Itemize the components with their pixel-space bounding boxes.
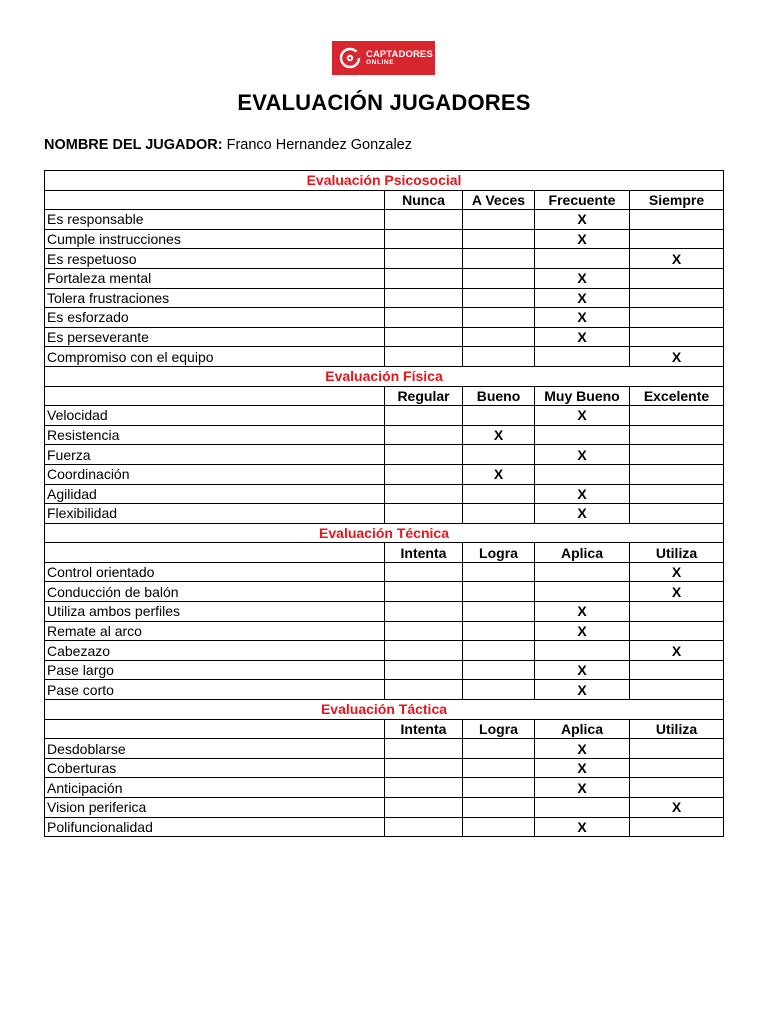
column-header: Intenta (385, 543, 463, 563)
rating-cell: X (535, 739, 630, 759)
table-row (45, 327, 724, 347)
rating-cell (385, 602, 463, 622)
rating-cell: X (535, 308, 630, 328)
column-header: Siempre (630, 190, 724, 210)
rating-cell (463, 229, 535, 249)
rating-cell (463, 347, 535, 367)
rating-cell (463, 602, 535, 622)
criterion-label: Polifuncionalidad (45, 817, 385, 837)
criterion-label: Es perseverante (45, 327, 385, 347)
rating-cell (385, 210, 463, 230)
rating-cell (463, 817, 535, 837)
section-title-row (45, 523, 724, 543)
player-name-line (44, 137, 412, 153)
column-header: Muy Bueno (535, 386, 630, 406)
column-header: Utiliza (630, 719, 724, 739)
section-title: Evaluación Táctica (45, 700, 724, 720)
section-title-row (45, 700, 724, 720)
rating-cell (630, 308, 724, 328)
table-row (45, 249, 724, 269)
rating-cell (630, 758, 724, 778)
rating-cell (463, 308, 535, 328)
column-header: Logra (463, 719, 535, 739)
rating-cell (463, 327, 535, 347)
criterion-label: Remate al arco (45, 621, 385, 641)
rating-cell (385, 641, 463, 661)
criterion-label: Conducción de balón (45, 582, 385, 602)
column-header-row (45, 386, 724, 406)
rating-cell (630, 406, 724, 426)
rating-cell: X (535, 210, 630, 230)
column-header: Intenta (385, 719, 463, 739)
criterion-label: Pase corto (45, 680, 385, 700)
rating-cell (385, 680, 463, 700)
column-header: A Veces (463, 190, 535, 210)
table-row (45, 445, 724, 465)
rating-cell (385, 229, 463, 249)
column-header: Frecuente (535, 190, 630, 210)
table-row (45, 210, 724, 230)
criterion-label: Flexibilidad (45, 504, 385, 524)
criterion-label: Cabezazo (45, 641, 385, 661)
table-row (45, 562, 724, 582)
column-header: Bueno (463, 386, 535, 406)
page-title: EVALUACIÓN JUGADORES (237, 90, 531, 115)
criterion-label: Anticipación (45, 778, 385, 798)
rating-cell (385, 582, 463, 602)
rating-cell (463, 445, 535, 465)
brand-name-line1: CAPTADORES (366, 48, 433, 60)
rating-cell (385, 347, 463, 367)
header-blank-cell (45, 719, 385, 739)
table-row (45, 425, 724, 445)
rating-cell (385, 739, 463, 759)
rating-cell (630, 680, 724, 700)
table-row (45, 680, 724, 700)
rating-cell (630, 504, 724, 524)
table-row (45, 268, 724, 288)
rating-cell (463, 249, 535, 269)
criterion-label: Es responsable (45, 210, 385, 230)
table-row (45, 758, 724, 778)
rating-cell (463, 778, 535, 798)
rating-cell (463, 484, 535, 504)
table-row (45, 464, 724, 484)
table-row (45, 778, 724, 798)
rating-cell (535, 798, 630, 818)
rating-cell (385, 445, 463, 465)
brand-logo (332, 41, 435, 75)
rating-cell: X (630, 562, 724, 582)
rating-cell: X (535, 445, 630, 465)
rating-cell (630, 229, 724, 249)
player-name-label: NOMBRE DEL JUGADOR: (44, 137, 223, 153)
column-header: Excelente (630, 386, 724, 406)
rating-cell (385, 425, 463, 445)
table-row (45, 660, 724, 680)
rating-cell: X (535, 758, 630, 778)
rating-cell: X (535, 680, 630, 700)
table-row (45, 504, 724, 524)
rating-cell (385, 327, 463, 347)
soccer-ball-icon (339, 47, 361, 69)
rating-cell (630, 268, 724, 288)
column-header: Nunca (385, 190, 463, 210)
rating-cell: X (535, 660, 630, 680)
rating-cell (535, 249, 630, 269)
criterion-label: Pase largo (45, 660, 385, 680)
criterion-label: Velocidad (45, 406, 385, 426)
column-header: Utiliza (630, 543, 724, 563)
rating-cell: X (535, 504, 630, 524)
rating-cell: X (535, 288, 630, 308)
rating-cell (630, 445, 724, 465)
table-row (45, 406, 724, 426)
criterion-label: Coberturas (45, 758, 385, 778)
rating-cell: X (630, 249, 724, 269)
column-header-row (45, 190, 724, 210)
rating-cell (385, 308, 463, 328)
column-header: Regular (385, 386, 463, 406)
rating-cell (463, 641, 535, 661)
criterion-label: Tolera frustraciones (45, 288, 385, 308)
rating-cell (385, 504, 463, 524)
rating-cell (463, 268, 535, 288)
rating-cell (535, 582, 630, 602)
section-title: Evaluación Física (45, 366, 724, 386)
criterion-label: Coordinación (45, 464, 385, 484)
rating-cell (385, 484, 463, 504)
header-blank-cell (45, 543, 385, 563)
criterion-label: Vision periferica (45, 798, 385, 818)
rating-cell (630, 484, 724, 504)
section-title: Evaluación Técnica (45, 523, 724, 543)
rating-cell (463, 582, 535, 602)
column-header: Aplica (535, 543, 630, 563)
table-row (45, 288, 724, 308)
table-row (45, 739, 724, 759)
table-row (45, 229, 724, 249)
brand-name (366, 50, 433, 67)
evaluation-table (44, 170, 724, 837)
section-title: Evaluación Psicosocial (45, 171, 724, 191)
criterion-label: Compromiso con el equipo (45, 347, 385, 367)
rating-cell (385, 249, 463, 269)
rating-cell (463, 660, 535, 680)
rating-cell: X (630, 641, 724, 661)
rating-cell: X (535, 229, 630, 249)
rating-cell: X (535, 778, 630, 798)
rating-cell (385, 562, 463, 582)
rating-cell: X (535, 817, 630, 837)
rating-cell (385, 406, 463, 426)
rating-cell (630, 621, 724, 641)
rating-cell (463, 562, 535, 582)
rating-cell: X (535, 406, 630, 426)
table-row (45, 621, 724, 641)
rating-cell (385, 778, 463, 798)
rating-cell (385, 660, 463, 680)
rating-cell (535, 425, 630, 445)
table-row (45, 602, 724, 622)
criterion-label: Agilidad (45, 484, 385, 504)
rating-cell (630, 425, 724, 445)
table-row (45, 347, 724, 367)
rating-cell: X (463, 464, 535, 484)
criterion-label: Fuerza (45, 445, 385, 465)
rating-cell (630, 778, 724, 798)
rating-cell (385, 621, 463, 641)
rating-cell: X (535, 484, 630, 504)
rating-cell (630, 464, 724, 484)
rating-cell (630, 602, 724, 622)
rating-cell: X (630, 347, 724, 367)
criterion-label: Es esforzado (45, 308, 385, 328)
table-row (45, 817, 724, 837)
rating-cell (463, 504, 535, 524)
rating-cell (385, 798, 463, 818)
rating-cell (385, 288, 463, 308)
rating-cell (463, 680, 535, 700)
table-row (45, 798, 724, 818)
rating-cell (630, 739, 724, 759)
criterion-label: Es respetuoso (45, 249, 385, 269)
rating-cell: X (535, 327, 630, 347)
column-header: Logra (463, 543, 535, 563)
rating-cell (630, 288, 724, 308)
criterion-label: Desdoblarse (45, 739, 385, 759)
column-header: Aplica (535, 719, 630, 739)
rating-cell (630, 817, 724, 837)
header-blank-cell (45, 190, 385, 210)
rating-cell: X (463, 425, 535, 445)
criterion-label: Resistencia (45, 425, 385, 445)
rating-cell (463, 739, 535, 759)
rating-cell: X (535, 268, 630, 288)
rating-cell (463, 798, 535, 818)
rating-cell (463, 288, 535, 308)
rating-cell: X (535, 602, 630, 622)
rating-cell (630, 660, 724, 680)
rating-cell (385, 464, 463, 484)
section-title-row (45, 366, 724, 386)
table-row (45, 308, 724, 328)
rating-cell (463, 406, 535, 426)
rating-cell (463, 621, 535, 641)
criterion-label: Fortaleza mental (45, 268, 385, 288)
rating-cell: X (535, 621, 630, 641)
column-header-row (45, 719, 724, 739)
rating-cell (535, 562, 630, 582)
table-row (45, 582, 724, 602)
section-title-row (45, 171, 724, 191)
rating-cell (535, 347, 630, 367)
criterion-label: Control orientado (45, 562, 385, 582)
rating-cell (535, 641, 630, 661)
player-name-value: Franco Hernandez Gonzalez (226, 137, 412, 153)
rating-cell (385, 758, 463, 778)
table-row (45, 641, 724, 661)
brand-name-line2: ONLINE (366, 59, 395, 66)
rating-cell (385, 817, 463, 837)
header-blank-cell (45, 386, 385, 406)
rating-cell (535, 464, 630, 484)
criterion-label: Utiliza ambos perfiles (45, 602, 385, 622)
column-header-row (45, 543, 724, 563)
table-row (45, 484, 724, 504)
rating-cell: X (630, 798, 724, 818)
criterion-label: Cumple instrucciones (45, 229, 385, 249)
rating-cell (463, 210, 535, 230)
rating-cell (385, 268, 463, 288)
rating-cell (630, 210, 724, 230)
rating-cell (630, 327, 724, 347)
rating-cell: X (630, 582, 724, 602)
rating-cell (463, 758, 535, 778)
